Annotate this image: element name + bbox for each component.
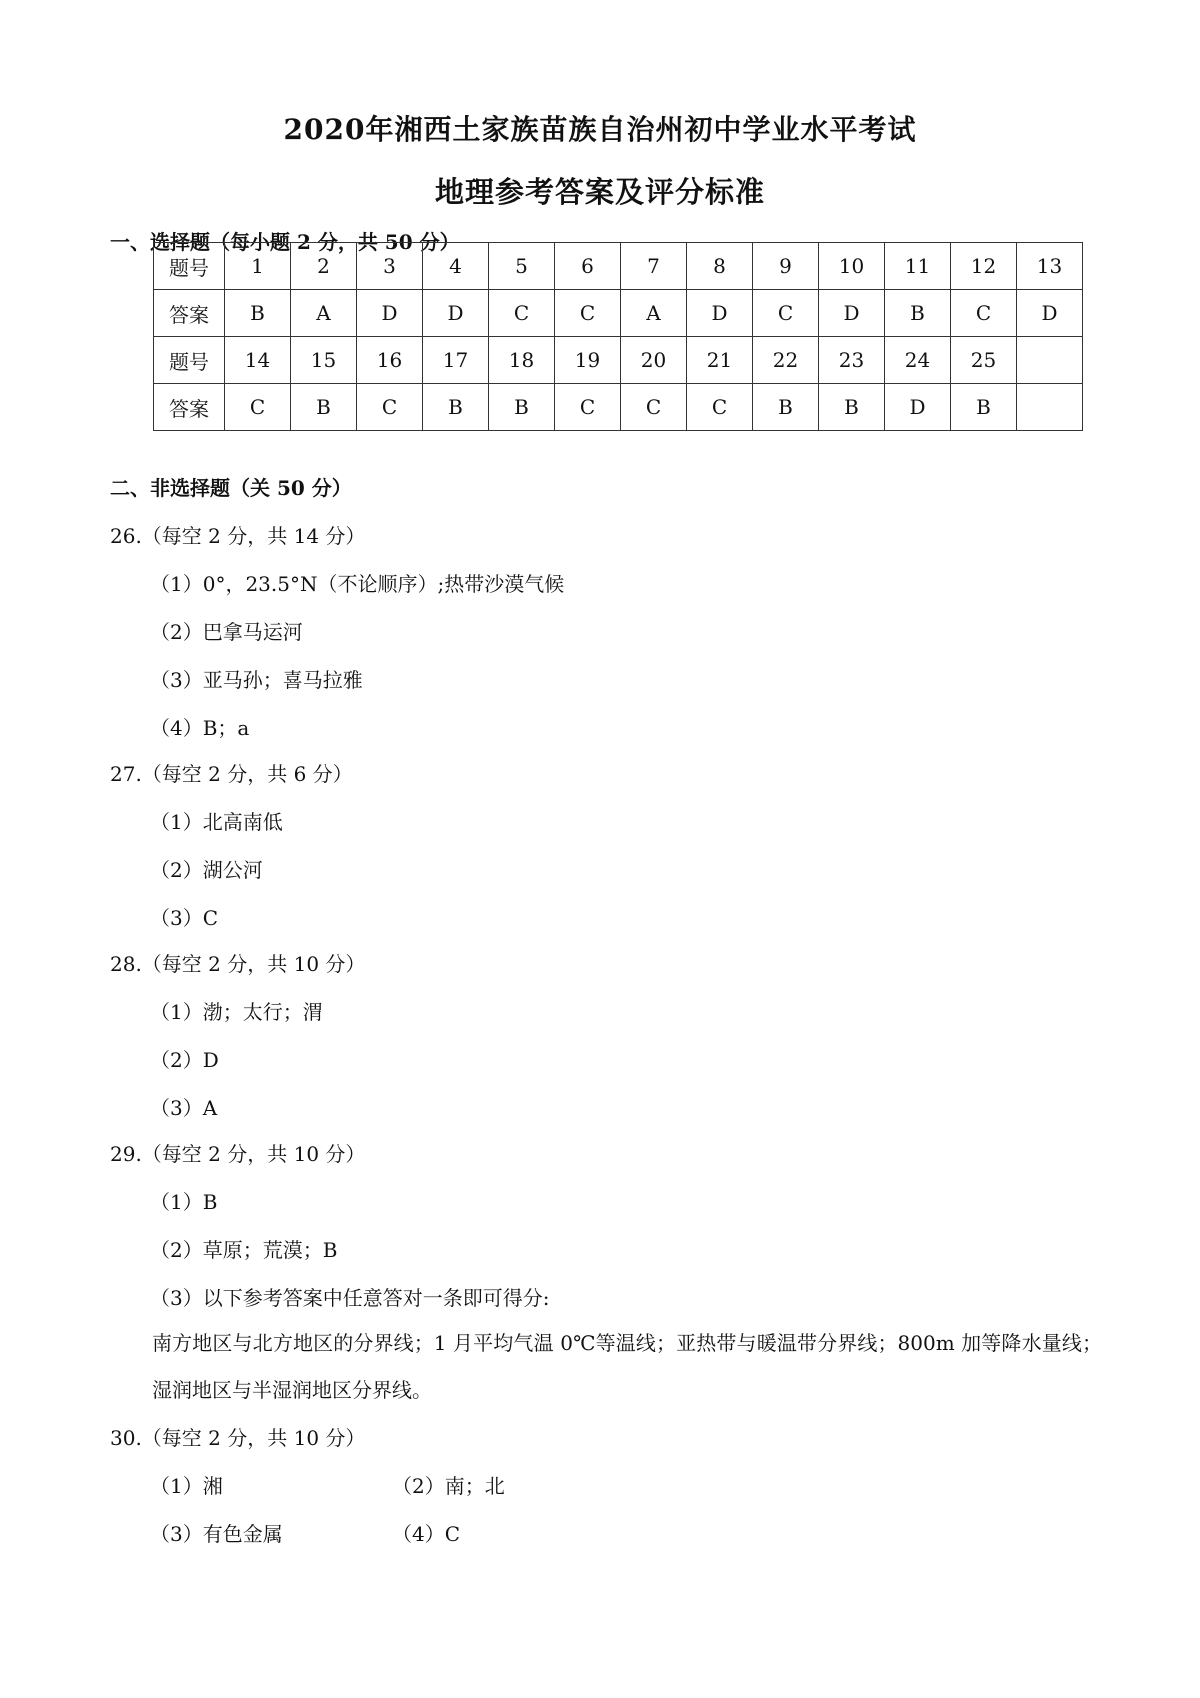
q26-answer-2: （2）巴拿马运河 bbox=[150, 620, 303, 644]
table-cell: 5 bbox=[489, 243, 555, 290]
table-cell: C bbox=[555, 290, 621, 337]
q26-answer-4: （4）B；a bbox=[150, 716, 250, 740]
table-cell: A bbox=[621, 290, 687, 337]
q29-answer-3-detail: 南方地区与北方地区的分界线；1 月平均气温 0℃等温线；亚热带与暖温带分界线；800m 加等降水量线；湿润地区与半湿润地区分界线。 bbox=[152, 1331, 1102, 1402]
table-cell: C bbox=[555, 384, 621, 431]
table-cell: D bbox=[1017, 290, 1083, 337]
table-cell: 14 bbox=[225, 337, 291, 384]
table-cell: 10 bbox=[819, 243, 885, 290]
q29-heading: 29.（每空 2 分，共 10 分） bbox=[110, 1142, 366, 1166]
table-cell: B bbox=[489, 384, 555, 431]
q27-answer-1: （1）北高南低 bbox=[150, 810, 283, 834]
table-cell: 2 bbox=[291, 243, 357, 290]
table-cell: B bbox=[753, 384, 819, 431]
q26-answer-3: （3）亚马孙；喜马拉雅 bbox=[150, 668, 363, 692]
table-row bbox=[154, 384, 1083, 431]
table-cell: D bbox=[357, 290, 423, 337]
table-cell: 17 bbox=[423, 337, 489, 384]
table-cell: 16 bbox=[357, 337, 423, 384]
table-row bbox=[154, 290, 1083, 337]
table-cell: C bbox=[357, 384, 423, 431]
table-row-label: 题号 bbox=[154, 337, 225, 384]
q30-answer-2: （2）南；北 bbox=[392, 1474, 505, 1498]
table-cell bbox=[1017, 384, 1083, 431]
table-cell: C bbox=[489, 290, 555, 337]
table-cell: B bbox=[819, 384, 885, 431]
table-cell: 23 bbox=[819, 337, 885, 384]
table-cell: C bbox=[225, 384, 291, 431]
table-row bbox=[154, 337, 1083, 384]
table-cell: 22 bbox=[753, 337, 819, 384]
table-cell: C bbox=[687, 384, 753, 431]
table-cell: 21 bbox=[687, 337, 753, 384]
table-cell: 19 bbox=[555, 337, 621, 384]
q29-answer-1: （1）B bbox=[150, 1190, 218, 1214]
q28-answer-2: （2）D bbox=[150, 1048, 219, 1072]
document-title: 2020年湘西土家族苗族自治州初中学业水平考试 bbox=[283, 113, 917, 146]
table-cell: 20 bbox=[621, 337, 687, 384]
table-cell: 9 bbox=[753, 243, 819, 290]
table-cell: C bbox=[621, 384, 687, 431]
table-cell: 18 bbox=[489, 337, 555, 384]
table-cell: 12 bbox=[951, 243, 1017, 290]
table-row-label: 答案 bbox=[154, 290, 225, 337]
q28-heading: 28.（每空 2 分，共 10 分） bbox=[110, 952, 366, 976]
q30-answer-1: （1）湘 bbox=[150, 1474, 223, 1498]
q27-answer-3: （3）C bbox=[150, 906, 219, 930]
q29-answer-3: （3）以下参考答案中任意答对一条即可得分: bbox=[150, 1286, 550, 1310]
table-cell: 6 bbox=[555, 243, 621, 290]
answer-table bbox=[153, 242, 1083, 431]
table-cell: 7 bbox=[621, 243, 687, 290]
table-cell: B bbox=[423, 384, 489, 431]
table-cell: 1 bbox=[225, 243, 291, 290]
q27-answer-2: （2）湖公河 bbox=[150, 858, 263, 882]
table-cell: C bbox=[951, 290, 1017, 337]
q30-answer-4: （4）C bbox=[392, 1522, 461, 1546]
table-cell: 25 bbox=[951, 337, 1017, 384]
table-cell: A bbox=[291, 290, 357, 337]
section2-heading: 二、非选择题（关 50 分） bbox=[110, 476, 352, 500]
q28-answer-3: （3）A bbox=[150, 1096, 218, 1120]
table-cell: 24 bbox=[885, 337, 951, 384]
table-cell: D bbox=[687, 290, 753, 337]
q27-heading: 27.（每空 2 分，共 6 分） bbox=[110, 762, 353, 786]
table-row-label: 题号 bbox=[154, 243, 225, 290]
table-cell: 8 bbox=[687, 243, 753, 290]
table-cell: 15 bbox=[291, 337, 357, 384]
section1-heading: 一、选择题（每小题 2 分，共 50 分） bbox=[110, 230, 460, 254]
table-cell: 11 bbox=[885, 243, 951, 290]
table-cell: B bbox=[951, 384, 1017, 431]
table-cell: 13 bbox=[1017, 243, 1083, 290]
q30-answer-3: （3）有色金属 bbox=[150, 1522, 283, 1546]
table-cell: B bbox=[225, 290, 291, 337]
table-cell: D bbox=[885, 384, 951, 431]
table-cell: B bbox=[291, 384, 357, 431]
q30-heading: 30.（每空 2 分，共 10 分） bbox=[110, 1426, 366, 1450]
q29-answer-2: （2）草原；荒漠；B bbox=[150, 1238, 338, 1262]
table-cell: 4 bbox=[423, 243, 489, 290]
q28-answer-1: （1）渤；太行；渭 bbox=[150, 1000, 323, 1024]
table-row-label: 答案 bbox=[154, 384, 225, 431]
document-subtitle: 地理参考答案及评分标准 bbox=[434, 175, 765, 209]
q26-answer-1: （1）0°，23.5°N（不论顺序）;热带沙漠气候 bbox=[150, 572, 565, 596]
q26-heading: 26.（每空 2 分，共 14 分） bbox=[110, 524, 366, 548]
table-cell: 3 bbox=[357, 243, 423, 290]
table-cell bbox=[1017, 337, 1083, 384]
table-cell: B bbox=[885, 290, 951, 337]
table-cell: D bbox=[819, 290, 885, 337]
table-row bbox=[154, 243, 1083, 290]
table-cell: C bbox=[753, 290, 819, 337]
table-cell: D bbox=[423, 290, 489, 337]
